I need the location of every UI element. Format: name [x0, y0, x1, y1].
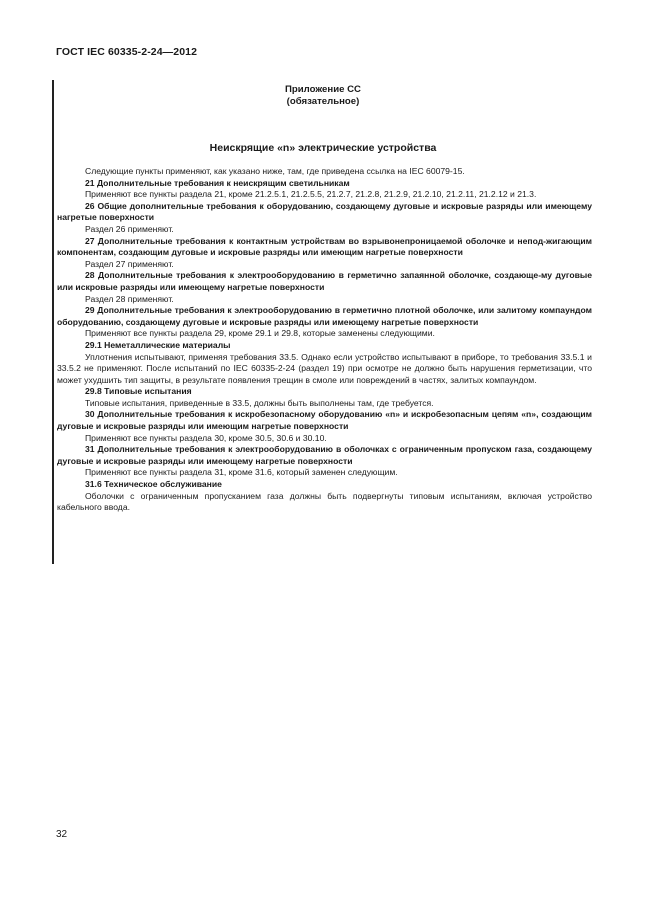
- body-paragraph: Раздел 28 применяют.: [85, 293, 174, 304]
- clause-heading: 27 Дополнительные требования к контактным устройствам во взрывонепроницаемой оболочке и непод-жигающим компонентам, создающим дуговые и искровые разряды или имеющим нагретые поверхности: [57, 235, 592, 258]
- annex-title: Приложение СС: [285, 84, 361, 95]
- clause-heading: 26 Общие дополнительные требования к оборудованию, создающему дуговые и искровые разряды или имеющему нагретые поверхности: [57, 200, 592, 223]
- clause-heading: 29 Дополнительные требования к электрооборудованию в герметично плотной оболочке, или залитому компаундом оборудованию, создающему дуговые и искровые разряды или имеющему нагретые поверхности: [57, 305, 592, 327]
- body-paragraph: Раздел 27 применяют.: [85, 258, 174, 269]
- body-paragraph: Типовые испытания, приведенные в 33.5, должны быть выполнены там, где требуется.: [85, 397, 434, 408]
- page-number: 32: [56, 829, 68, 840]
- body-paragraph: Применяют все пункты раздела 31, кроме 31.6, который заменен следующим.: [85, 467, 398, 478]
- subclause-heading: 29.8 Типовые испытания: [85, 386, 192, 397]
- subclause-heading: 31.6 Техническое обслуживание: [85, 479, 222, 490]
- annex-status: (обязательное): [286, 96, 360, 107]
- annex-body: [57, 166, 592, 514]
- body-paragraph: Раздел 26 применяют.: [85, 223, 174, 234]
- subclause-heading: 29.1 Неметаллические материалы: [85, 339, 231, 350]
- document-code-header: ГОСТ IEC 60335-2-24—2012: [56, 46, 198, 58]
- body-paragraph: Применяют все пункты раздела 21, кроме 21.2.5.1, 21.2.5.5, 21.2.7, 21.2.8, 21.2.9, 21.2.10, 21.2.11, 21.2.12 и 21.3.: [85, 189, 537, 200]
- body-paragraph: Оболочки с ограниченным пропусканием газа должны быть подвергнуты типовым испытаниям, включая устройство кабельного ввода.: [57, 490, 592, 513]
- body-paragraph: Применяют все пункты раздела 29, кроме 29.1 и 29.8, которые заменены следующими.: [85, 328, 435, 339]
- clause-heading: 21 Дополнительные требования к неискрящим светильникам: [85, 177, 350, 188]
- clause-heading: 31 Дополнительные требования к электрооборудованию в оболочках с ограниченным пропуском газа, создающему дуговые и искровые разряды или имеющему нагретые поверхности: [57, 444, 592, 466]
- clause-heading: 28 Дополнительные требования к электрооборудованию в герметично запаянной оболочке, создающе-му дуговые или искровые разряды или имеющему нагретые поверхности: [57, 270, 592, 292]
- body-paragraph: Уплотнения испытывают, применяя требования 33.5. Однако если устройство испытывают в приборе, то требования 33.5.1 и 33.5.2 не применяют. После испытаний по IEC 60335-2-24 (раздел 19) при осмотре не должно быть нарушения герметизации, что может ухудшить тип защиты, в результате появления трещин в смоле или повреждений в частях, залитых компаундом.: [57, 351, 592, 385]
- body-paragraph: Следующие пункты применяют, как указано ниже, там, где приведена ссылка на IEC 60079-15.: [85, 166, 465, 176]
- body-paragraph: Применяют все пункты раздела 30, кроме 30.5, 30.6 и 30.10.: [85, 432, 327, 443]
- section-title: Неискрящие «n» электрические устройства: [209, 142, 437, 154]
- clause-heading: 30 Дополнительные требования к искробезопасному оборудованию «n» и искробезопасным цепям «n», создающим дуговые и искровые разряды или имеющим нагретые поверхности: [57, 409, 592, 432]
